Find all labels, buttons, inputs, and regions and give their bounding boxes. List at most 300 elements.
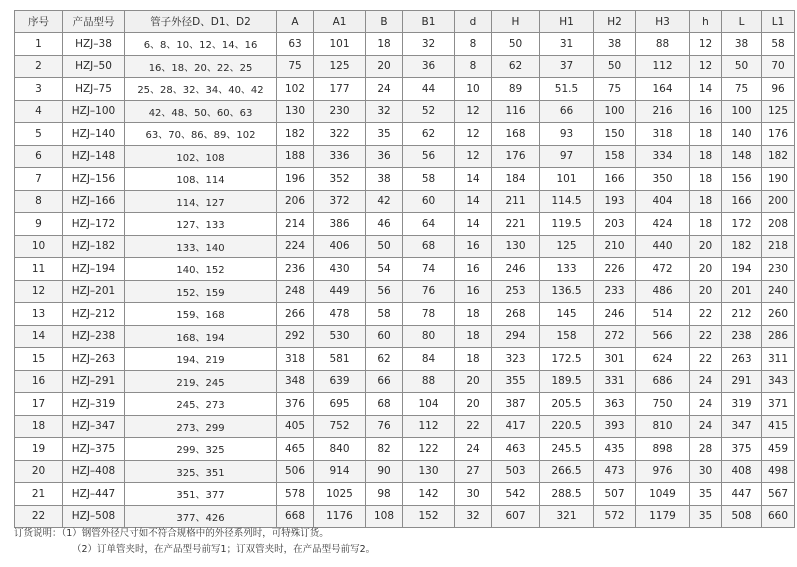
column-header: B bbox=[366, 11, 403, 33]
table-cell: 325、351 bbox=[125, 460, 277, 483]
table-cell: 62 bbox=[403, 123, 455, 146]
table-cell: 624 bbox=[636, 348, 690, 371]
table-cell: 294 bbox=[492, 325, 540, 348]
table-cell: 6 bbox=[15, 145, 63, 168]
table-cell: 18 bbox=[690, 168, 722, 191]
table-cell: 20 bbox=[455, 393, 492, 416]
column-header: A1 bbox=[314, 11, 366, 33]
table-cell: 352 bbox=[314, 168, 366, 191]
table-cell: 530 bbox=[314, 325, 366, 348]
table-cell: HZJ–201 bbox=[63, 280, 125, 303]
table-cell: HZJ–38 bbox=[63, 33, 125, 56]
table-cell: 898 bbox=[636, 438, 690, 461]
table-cell: 70 bbox=[762, 55, 795, 78]
table-cell: 459 bbox=[762, 438, 795, 461]
table-cell: 377、426 bbox=[125, 505, 277, 528]
column-header: d bbox=[455, 11, 492, 33]
column-header: L bbox=[722, 11, 762, 33]
table-cell: 208 bbox=[762, 213, 795, 236]
table-cell: 18 bbox=[690, 145, 722, 168]
table-row bbox=[15, 78, 795, 101]
table-cell: 159、168 bbox=[125, 303, 277, 326]
table-cell: HZJ–148 bbox=[63, 145, 125, 168]
table-cell: 44 bbox=[403, 78, 455, 101]
table-cell: 112 bbox=[403, 415, 455, 438]
table-cell: 318 bbox=[277, 348, 314, 371]
table-cell: 238 bbox=[722, 325, 762, 348]
table-cell: 63 bbox=[277, 33, 314, 56]
column-header: L1 bbox=[762, 11, 795, 33]
table-cell: 35 bbox=[690, 505, 722, 528]
table-cell: 20 bbox=[690, 258, 722, 281]
table-cell: 101 bbox=[314, 33, 366, 56]
table-cell: 76 bbox=[366, 415, 403, 438]
table-cell: HZJ–194 bbox=[63, 258, 125, 281]
table-cell: 18 bbox=[690, 213, 722, 236]
table-cell: HZJ–319 bbox=[63, 393, 125, 416]
table-cell: 196 bbox=[277, 168, 314, 191]
table-cell: 16 bbox=[455, 235, 492, 258]
table-cell: 108、114 bbox=[125, 168, 277, 191]
table-cell: 190 bbox=[762, 168, 795, 191]
table-cell: 686 bbox=[636, 370, 690, 393]
table-cell: 145 bbox=[540, 303, 594, 326]
table-row bbox=[15, 168, 795, 191]
table-cell: 122 bbox=[403, 438, 455, 461]
table-cell: 486 bbox=[636, 280, 690, 303]
column-header: H3 bbox=[636, 11, 690, 33]
table-cell: 194、219 bbox=[125, 348, 277, 371]
column-header: H2 bbox=[594, 11, 636, 33]
table-cell: 253 bbox=[492, 280, 540, 303]
table-cell: 20 bbox=[455, 370, 492, 393]
table-cell: 172.5 bbox=[540, 348, 594, 371]
table-cell: 219、245 bbox=[125, 370, 277, 393]
table-cell: 15 bbox=[15, 348, 63, 371]
table-cell: 319 bbox=[722, 393, 762, 416]
table-cell: 56 bbox=[366, 280, 403, 303]
table-cell: 14 bbox=[455, 168, 492, 191]
table-cell: 9 bbox=[15, 213, 63, 236]
table-cell: 172 bbox=[722, 213, 762, 236]
table-cell: HZJ–238 bbox=[63, 325, 125, 348]
table-cell: 119.5 bbox=[540, 213, 594, 236]
table-cell: 68 bbox=[366, 393, 403, 416]
table-cell: 80 bbox=[403, 325, 455, 348]
table-cell: 363 bbox=[594, 393, 636, 416]
table-cell: 272 bbox=[594, 325, 636, 348]
table-cell: 84 bbox=[403, 348, 455, 371]
table-cell: 572 bbox=[594, 505, 636, 528]
table-cell: 130 bbox=[277, 100, 314, 123]
table-row bbox=[15, 258, 795, 281]
table-cell: 82 bbox=[366, 438, 403, 461]
table-cell: 424 bbox=[636, 213, 690, 236]
table-cell: 125 bbox=[314, 55, 366, 78]
table-cell: 125 bbox=[540, 235, 594, 258]
table-cell: 218 bbox=[762, 235, 795, 258]
table-cell: 158 bbox=[540, 325, 594, 348]
table-cell: 10 bbox=[455, 78, 492, 101]
table-cell: 27 bbox=[455, 460, 492, 483]
table-cell: 355 bbox=[492, 370, 540, 393]
table-cell: 16、18、20、22、25 bbox=[125, 55, 277, 78]
table-cell: 18 bbox=[366, 33, 403, 56]
table-cell: 63、70、86、89、102 bbox=[125, 123, 277, 146]
table-cell: 371 bbox=[762, 393, 795, 416]
table-row bbox=[15, 415, 795, 438]
table-cell: 201 bbox=[722, 280, 762, 303]
table-cell: 133、140 bbox=[125, 235, 277, 258]
table-cell: 184 bbox=[492, 168, 540, 191]
table-cell: 50 bbox=[366, 235, 403, 258]
table-cell: 168 bbox=[492, 123, 540, 146]
table-cell: 133 bbox=[540, 258, 594, 281]
table-cell: 8 bbox=[15, 190, 63, 213]
table-cell: HZJ–408 bbox=[63, 460, 125, 483]
table-cell: 50 bbox=[492, 33, 540, 56]
table-cell: 386 bbox=[314, 213, 366, 236]
table-cell: 211 bbox=[492, 190, 540, 213]
column-header: H bbox=[492, 11, 540, 33]
table-cell: 18 bbox=[455, 325, 492, 348]
table-cell: 266 bbox=[277, 303, 314, 326]
table-cell: 68 bbox=[403, 235, 455, 258]
table-cell: 291 bbox=[722, 370, 762, 393]
table-cell: 98 bbox=[366, 483, 403, 506]
order-note-2: （2）订单管夹时，在产品型号前写1；订双管夹时，在产品型号前写2。 bbox=[72, 544, 376, 555]
table-cell: 64 bbox=[403, 213, 455, 236]
table-cell: 660 bbox=[762, 505, 795, 528]
table-cell: 38 bbox=[594, 33, 636, 56]
table-cell: 288.5 bbox=[540, 483, 594, 506]
table-row bbox=[15, 145, 795, 168]
table-cell: 11 bbox=[15, 258, 63, 281]
table-cell: 168、194 bbox=[125, 325, 277, 348]
table-cell: 322 bbox=[314, 123, 366, 146]
table-cell: 150 bbox=[594, 123, 636, 146]
table-cell: 12 bbox=[455, 100, 492, 123]
table-cell: 24 bbox=[690, 393, 722, 416]
table-cell: 32 bbox=[366, 100, 403, 123]
table-row bbox=[15, 393, 795, 416]
table-cell: HZJ–263 bbox=[63, 348, 125, 371]
table-cell: HZJ–375 bbox=[63, 438, 125, 461]
table-cell: 50 bbox=[722, 55, 762, 78]
table-cell: 566 bbox=[636, 325, 690, 348]
table-cell: 31 bbox=[540, 33, 594, 56]
table-cell: 164 bbox=[636, 78, 690, 101]
table-cell: 810 bbox=[636, 415, 690, 438]
table-cell: 140、152 bbox=[125, 258, 277, 281]
table-cell: 35 bbox=[366, 123, 403, 146]
table-cell: 78 bbox=[403, 303, 455, 326]
spec-table bbox=[14, 10, 795, 528]
table-row bbox=[15, 348, 795, 371]
table-cell: 292 bbox=[277, 325, 314, 348]
table-cell: 20 bbox=[366, 55, 403, 78]
table-cell: 1049 bbox=[636, 483, 690, 506]
column-header: 序号 bbox=[15, 11, 63, 33]
table-cell: 102、108 bbox=[125, 145, 277, 168]
table-cell: 56 bbox=[403, 145, 455, 168]
table-cell: 581 bbox=[314, 348, 366, 371]
table-cell: 148 bbox=[722, 145, 762, 168]
table-row bbox=[15, 235, 795, 258]
table-cell: 347 bbox=[722, 415, 762, 438]
table-cell: 273、299 bbox=[125, 415, 277, 438]
table-cell: 112 bbox=[636, 55, 690, 78]
table-cell: 101 bbox=[540, 168, 594, 191]
table-cell: 507 bbox=[594, 483, 636, 506]
table-cell: 212 bbox=[722, 303, 762, 326]
table-cell: 430 bbox=[314, 258, 366, 281]
table-cell: 508 bbox=[722, 505, 762, 528]
table-cell: 194 bbox=[722, 258, 762, 281]
table-cell: 14 bbox=[455, 190, 492, 213]
table-cell: 246 bbox=[594, 303, 636, 326]
table-cell: 351、377 bbox=[125, 483, 277, 506]
table-cell: 24 bbox=[690, 370, 722, 393]
table-cell: 478 bbox=[314, 303, 366, 326]
table-row bbox=[15, 123, 795, 146]
table-cell: HZJ–447 bbox=[63, 483, 125, 506]
table-cell: 376 bbox=[277, 393, 314, 416]
table-row bbox=[15, 303, 795, 326]
table-cell: 136.5 bbox=[540, 280, 594, 303]
column-header: 产品型号 bbox=[63, 11, 125, 33]
table-cell: 22 bbox=[690, 325, 722, 348]
table-cell: 506 bbox=[277, 460, 314, 483]
table-row bbox=[15, 370, 795, 393]
table-cell: 10 bbox=[15, 235, 63, 258]
table-cell: 408 bbox=[722, 460, 762, 483]
table-cell: 142 bbox=[403, 483, 455, 506]
table-cell: 60 bbox=[366, 325, 403, 348]
table-cell: 140 bbox=[722, 123, 762, 146]
table-cell: 248 bbox=[277, 280, 314, 303]
table-cell: 88 bbox=[403, 370, 455, 393]
table-cell: 22 bbox=[15, 505, 63, 528]
table-header-row bbox=[15, 11, 795, 33]
table-cell: 76 bbox=[403, 280, 455, 303]
table-cell: 473 bbox=[594, 460, 636, 483]
table-cell: 166 bbox=[722, 190, 762, 213]
table-cell: 12 bbox=[690, 33, 722, 56]
column-header: A bbox=[277, 11, 314, 33]
order-note-1: 订货说明：（1）钢管外径尺寸如不符合规格中的外径系列时，可特殊订货。 bbox=[14, 528, 329, 539]
table-cell: 350 bbox=[636, 168, 690, 191]
table-cell: 18 bbox=[455, 348, 492, 371]
table-cell: 216 bbox=[636, 100, 690, 123]
table-cell: 51.5 bbox=[540, 78, 594, 101]
table-cell: 50 bbox=[594, 55, 636, 78]
table-cell: 52 bbox=[403, 100, 455, 123]
table-cell: 90 bbox=[366, 460, 403, 483]
table-cell: 245、273 bbox=[125, 393, 277, 416]
table-cell: HZJ–347 bbox=[63, 415, 125, 438]
table-cell: 104 bbox=[403, 393, 455, 416]
table-cell: 22 bbox=[690, 303, 722, 326]
table-cell: 176 bbox=[492, 145, 540, 168]
column-header: 管子外径D、D1、D2 bbox=[125, 11, 277, 33]
table-cell: HZJ–212 bbox=[63, 303, 125, 326]
table-cell: 7 bbox=[15, 168, 63, 191]
table-cell: 311 bbox=[762, 348, 795, 371]
table-cell: 127、133 bbox=[125, 213, 277, 236]
table-row bbox=[15, 483, 795, 506]
table-cell: 114.5 bbox=[540, 190, 594, 213]
table-cell: 472 bbox=[636, 258, 690, 281]
table-cell: 38 bbox=[722, 33, 762, 56]
table-cell: 12 bbox=[690, 55, 722, 78]
table-cell: 465 bbox=[277, 438, 314, 461]
table-cell: 393 bbox=[594, 415, 636, 438]
table-cell: 62 bbox=[366, 348, 403, 371]
table-cell: 12 bbox=[455, 123, 492, 146]
table-cell: 54 bbox=[366, 258, 403, 281]
table-row bbox=[15, 280, 795, 303]
table-cell: 75 bbox=[722, 78, 762, 101]
table-cell: 182 bbox=[762, 145, 795, 168]
table-cell: 24 bbox=[455, 438, 492, 461]
table-row bbox=[15, 438, 795, 461]
table-cell: 268 bbox=[492, 303, 540, 326]
table-cell: 16 bbox=[455, 258, 492, 281]
table-cell: 417 bbox=[492, 415, 540, 438]
table-cell: 4 bbox=[15, 100, 63, 123]
table-cell: 32 bbox=[403, 33, 455, 56]
table-cell: 752 bbox=[314, 415, 366, 438]
table-cell: 32 bbox=[455, 505, 492, 528]
table-cell: 336 bbox=[314, 145, 366, 168]
table-cell: 8 bbox=[455, 33, 492, 56]
table-cell: 463 bbox=[492, 438, 540, 461]
table-cell: 260 bbox=[762, 303, 795, 326]
table-row bbox=[15, 213, 795, 236]
table-cell: 440 bbox=[636, 235, 690, 258]
table-cell: 16 bbox=[455, 280, 492, 303]
table-cell: 405 bbox=[277, 415, 314, 438]
table-cell: 233 bbox=[594, 280, 636, 303]
table-cell: 36 bbox=[403, 55, 455, 78]
table-cell: 28 bbox=[690, 438, 722, 461]
table-cell: 46 bbox=[366, 213, 403, 236]
table-cell: 266.5 bbox=[540, 460, 594, 483]
table-cell: 16 bbox=[15, 370, 63, 393]
table-cell: 30 bbox=[690, 460, 722, 483]
table-cell: 387 bbox=[492, 393, 540, 416]
table-row bbox=[15, 505, 795, 528]
table-cell: 914 bbox=[314, 460, 366, 483]
table-cell: 156 bbox=[722, 168, 762, 191]
table-row bbox=[15, 190, 795, 213]
table-cell: 286 bbox=[762, 325, 795, 348]
table-cell: 22 bbox=[690, 348, 722, 371]
table-cell: 348 bbox=[277, 370, 314, 393]
table-cell: 668 bbox=[277, 505, 314, 528]
table-cell: 25、28、32、34、40、42 bbox=[125, 78, 277, 101]
table-cell: 24 bbox=[366, 78, 403, 101]
table-cell: 323 bbox=[492, 348, 540, 371]
table-cell: 114、127 bbox=[125, 190, 277, 213]
table-row bbox=[15, 460, 795, 483]
table-cell: 404 bbox=[636, 190, 690, 213]
table-cell: 695 bbox=[314, 393, 366, 416]
table-cell: 74 bbox=[403, 258, 455, 281]
table-cell: 24 bbox=[690, 415, 722, 438]
table-cell: 66 bbox=[540, 100, 594, 123]
table-cell: 22 bbox=[455, 415, 492, 438]
order-notes bbox=[14, 526, 375, 558]
table-cell: 301 bbox=[594, 348, 636, 371]
table-cell: 372 bbox=[314, 190, 366, 213]
table-cell: 8 bbox=[455, 55, 492, 78]
table-row bbox=[15, 100, 795, 123]
table-cell: 14 bbox=[15, 325, 63, 348]
table-cell: 221 bbox=[492, 213, 540, 236]
table-cell: 246 bbox=[492, 258, 540, 281]
table-cell: 13 bbox=[15, 303, 63, 326]
table-cell: 102 bbox=[277, 78, 314, 101]
table-cell: 334 bbox=[636, 145, 690, 168]
table-body bbox=[15, 33, 795, 528]
table-cell: 37 bbox=[540, 55, 594, 78]
table-cell: 1 bbox=[15, 33, 63, 56]
table-cell: 100 bbox=[722, 100, 762, 123]
table-cell: HZJ–172 bbox=[63, 213, 125, 236]
table-cell: 130 bbox=[403, 460, 455, 483]
table-cell: 42 bbox=[366, 190, 403, 213]
table-cell: 220.5 bbox=[540, 415, 594, 438]
column-header: H1 bbox=[540, 11, 594, 33]
table-cell: 205.5 bbox=[540, 393, 594, 416]
table-cell: HZJ–166 bbox=[63, 190, 125, 213]
table-cell: 116 bbox=[492, 100, 540, 123]
table-cell: 18 bbox=[690, 123, 722, 146]
table-cell: 435 bbox=[594, 438, 636, 461]
table-cell: 18 bbox=[15, 415, 63, 438]
table-cell: 75 bbox=[277, 55, 314, 78]
table-cell: 498 bbox=[762, 460, 795, 483]
table-cell: 245.5 bbox=[540, 438, 594, 461]
table-cell: 42、48、50、60、63 bbox=[125, 100, 277, 123]
table-cell: 406 bbox=[314, 235, 366, 258]
table-row bbox=[15, 325, 795, 348]
table-cell: 93 bbox=[540, 123, 594, 146]
table-cell: 226 bbox=[594, 258, 636, 281]
column-header: h bbox=[690, 11, 722, 33]
table-cell: 200 bbox=[762, 190, 795, 213]
table-cell: 542 bbox=[492, 483, 540, 506]
table-cell: HZJ–182 bbox=[63, 235, 125, 258]
table-cell: 240 bbox=[762, 280, 795, 303]
table-row bbox=[15, 33, 795, 56]
table-cell: 236 bbox=[277, 258, 314, 281]
table-cell: 58 bbox=[403, 168, 455, 191]
table-cell: 263 bbox=[722, 348, 762, 371]
table-cell: 230 bbox=[314, 100, 366, 123]
table-cell: 152、159 bbox=[125, 280, 277, 303]
table-cell: 177 bbox=[314, 78, 366, 101]
table-cell: 567 bbox=[762, 483, 795, 506]
table-row bbox=[15, 55, 795, 78]
table-cell: 750 bbox=[636, 393, 690, 416]
table-cell: 125 bbox=[762, 100, 795, 123]
table-cell: 58 bbox=[366, 303, 403, 326]
table-cell: 100 bbox=[594, 100, 636, 123]
table-cell: 62 bbox=[492, 55, 540, 78]
